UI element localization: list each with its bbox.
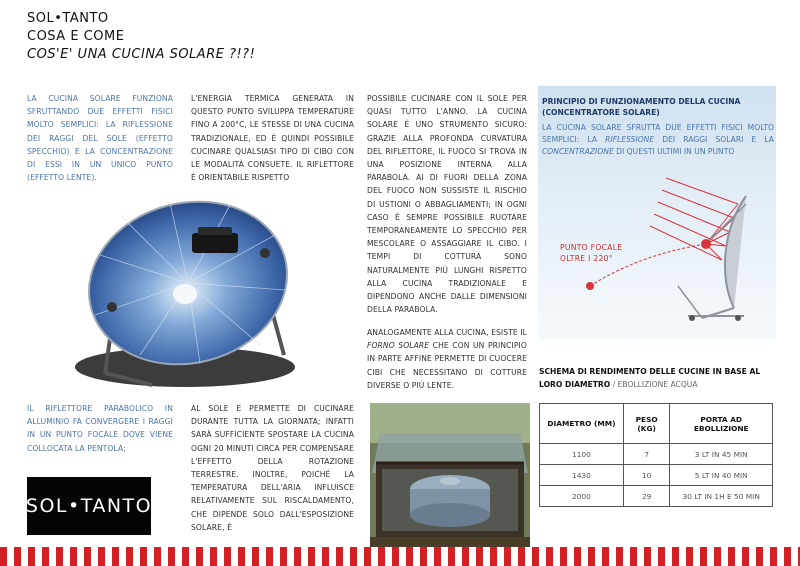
diagram-text-concentration: CONCENTRAZIONE — [542, 147, 614, 157]
table-caption-main: SCHEMA DI RENDIMENTO DELLE CUCINE IN BASE AL LORO DIAMETRO — [539, 367, 761, 389]
focal-label-line1: PUNTO FOCALE — [560, 243, 623, 252]
table-row — [540, 486, 773, 507]
diagram-text-reflection: RIFLESSIONE — [605, 135, 655, 145]
page-question: COS'E' UNA CUCINA SOLARE ?!?! — [27, 47, 256, 62]
oven-text-italic: FORNO SOLARE — [367, 341, 430, 351]
cell-boiling: 3 LT IN 45 MIN — [670, 444, 773, 465]
cell-boiling: 30 LT IN 1H E 50 MIN — [670, 486, 773, 507]
diagram-text-c: DEI RAGGI SOLARI E LA — [654, 135, 774, 145]
safety-paragraph: POSSIBILE CUCINARE CON IL SOLE PER QUASI TUTTO L'ANNO. LA CUCINA SOLARE È UNO STRUMENTO SICURO: GRAZIE ALLA PROFONDA CURVATURA DEL RIFLETTORE, IL FUOCO SI TROVA IN UNA POSIZIONE INTERNA ALLA PARABOLA. AI DI FUORI DELLA ZONA DEL FUOCO NON SUSSISTE IL RISCHIO DI USTIONI O ABBAGLIAMENTI; IN OGNI CASO È SEMPRE POSSIBILE RUOTARE TEMPORANEAMENTE LO SPECCHIO PER MESCOLARE O ASSAGGIARE IL CIBO. I TEMPI DI COTTURA SONO NATURALMENTE PIÙ LUNGHI RISPETTO ALLA CUCINA TRADIZIONALE E DIPENDONO ANCHE DALLE DIMENSIONI DELLA PARABOLA. — [367, 94, 527, 315]
page-header — [27, 10, 255, 64]
yield-table — [539, 403, 773, 507]
diagram-illustration — [538, 86, 776, 340]
diagram-text-a: LA CUCINA SOLARE SFRUTTA DUE EFFETTI FISICI MOLTO SEMPLICI: LA — [542, 123, 774, 145]
cell-weight: 7 — [623, 444, 670, 465]
cell-weight: 29 — [623, 486, 670, 507]
rotation-paragraph: AL SOLE E PERMETTE DI CUCINARE DURANTE TUTTA LA GIORNATA; INFATTI SARÀ SUFFICIENTE SPOSTARE LA CUCINA OGNI 20 MINUTI CIRCA PER COMPENSARE L'EFFETTO DELLA ROTAZIONE TERRESTRE. INOLTRE, POICHÉ LA TEMPERATURA DELL'ARIA INFLUISCE RELATIVAMENTE SUL RISCALDAMENTO, CHE DIPENDE SOLO DALL'ESPOSIZIONE SOLARE, È — [191, 404, 354, 532]
header-weight: PESO (KG) — [623, 404, 670, 444]
striped-border — [0, 547, 800, 566]
diagram-title: PRINCIPIO DI FUNZIONAMENTO DELLA CUCINA (CONCENTRATORE SOLARE) — [542, 97, 741, 117]
cell-boiling: 5 LT IN 40 MIN — [670, 465, 773, 486]
table-caption — [539, 366, 777, 391]
cell-diameter: 2000 — [540, 486, 624, 507]
header-diameter: DIAMETRO (MM) — [540, 404, 624, 444]
brand-logo: SOL•TANTO — [27, 477, 151, 535]
energy-paragraph: L'ENERGIA TERMICA GENERATA IN QUESTO PUNTO SVILUPPA TEMPERATURE FINO A 200°C, LE STESSE DI UNA CUCINA TRADIZIONALE, ED È QUINDI POSSIBILE CUCINARE QUALSIASI TIPO DI CIBO CON LE MODALITÀ CONSUETE. IL RIFLETTORE È ORIENTABILE RISPETTO — [191, 94, 354, 183]
page-subtitle: COSA E COME — [27, 29, 125, 44]
intro-paragraph: LA CUCINA SOLARE FUNZIONA SFRUTTANDO DUE EFFETTI FISICI MOLTO SEMPLICI: LA RIFLESSIONE DEI RAGGI DEL SOLE (EFFETTO SPECCHIO) E LA CONCENTRAZIONE DI ESSI IN UN UNICO PUNTO (EFFETTO LENTE). — [27, 94, 173, 183]
header-boiling: PORTA AD EBOLLIZIONE — [670, 404, 773, 444]
principle-diagram — [538, 86, 776, 340]
focal-label-line2: OLTRE I 220° — [560, 254, 613, 263]
solar-cooker-image — [60, 195, 320, 395]
table-header-row — [540, 404, 773, 444]
cell-diameter: 1100 — [540, 444, 624, 465]
focal-point-label — [560, 242, 622, 264]
solar-oven-image — [370, 403, 530, 551]
table-row — [540, 444, 773, 465]
table-caption-sub: / EBOLLIZIONE ACQUA — [612, 379, 698, 389]
reflector-paragraph: IL RIFLETTORE PARABOLICO IN ALLUMINIO FA CONVERGERE I RAGGI IN UN PUNTO FOCALE DOVE VIENE COLLOCATA LA PENTOLA; — [27, 404, 173, 453]
oven-text-a: ANALOGAMENTE ALLA CUCINA, ESISTE IL — [367, 328, 528, 337]
oven-paragraph — [367, 326, 527, 392]
cell-weight: 10 — [623, 465, 670, 486]
cell-diameter: 1430 — [540, 465, 624, 486]
brand-title: SOL•TANTO — [27, 11, 109, 26]
table-row — [540, 465, 773, 486]
diagram-text-e: DI QUESTI ULTIMI IN UN PUNTO — [613, 147, 735, 157]
oven-text-b: CHE CON UN PRINCIPIO IN PARTE AFFINE PERMETTE DI CUOCERE CIBI CHE NECESSITANO DI COTTURE DIVERSE O PIÙ LENTE. — [367, 341, 527, 390]
